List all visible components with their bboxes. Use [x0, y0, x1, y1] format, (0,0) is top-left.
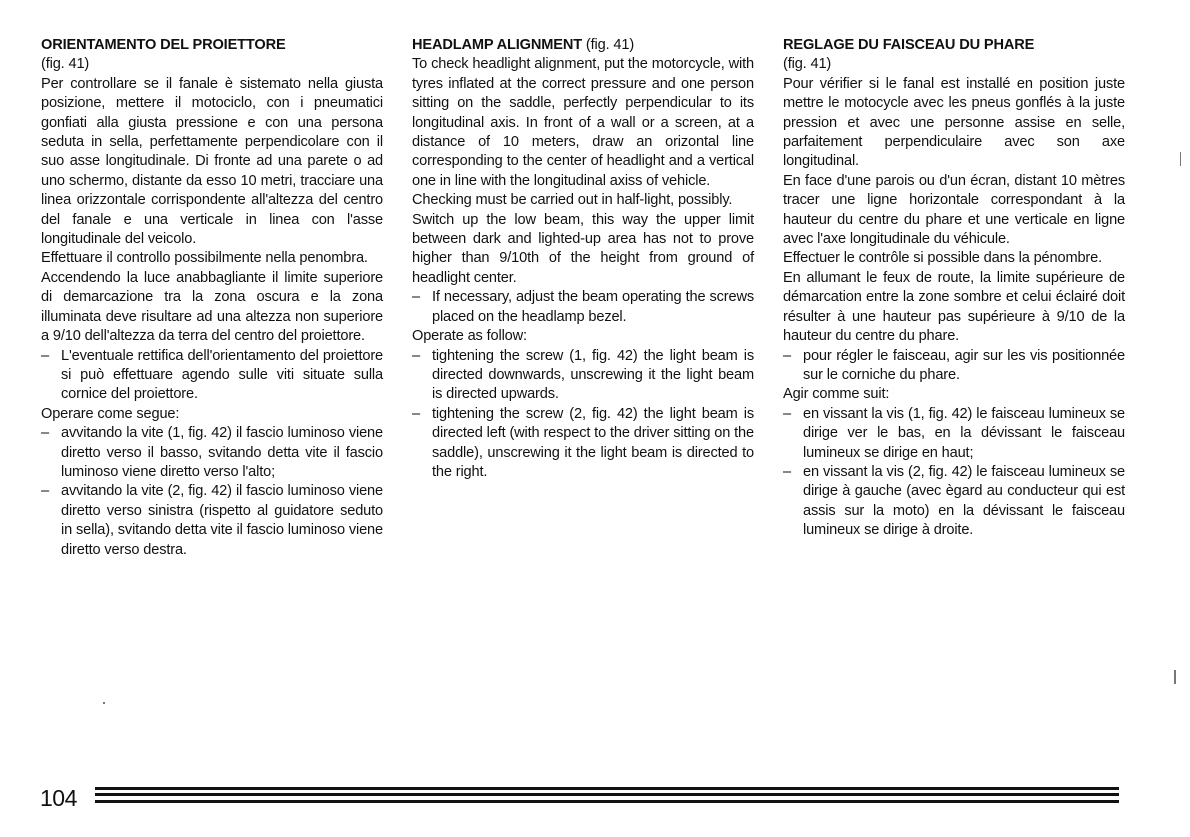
english-paragraph: To check headlight alignment, put the motorcycle, with tyres inflated at the correct pressure and one person sitting on the saddle, perfectly perpendicular to its longitudinal axis. In front of a wall or a screen, at a distance of 10 meters, draw an orizontal line corresponding to the center of headlight and a vertical one in line with the longitudinal axiss of vehicle.	[412, 56, 754, 189]
italian-fig-reference: (fig. 41)	[41, 56, 90, 73]
italian-column	[41, 36, 383, 560]
english-steps-list	[412, 347, 754, 483]
english-paragraph: Switch up the low beam, this way the upper limit between dark and lighted-up area has not to prove higher than 9/10th of the height from ground of headlight center.	[412, 211, 754, 286]
footer-rule	[95, 793, 1119, 796]
french-paragraph: Pour vérifier si le fanal est installé en position juste mettre le motocycle avec les pneus gonflés à la juste pression et avec une personne assise en selle, parfaitement perpendiculaire avec son axe longitudinal.	[783, 75, 1125, 170]
french-paragraph: En allumant le feux de route, la limite supérieure de démarcation entre la zone sombre et celui éclairé doit résulter à une hauteur pas supérieure à 9/10 de la hauteur du centre du phare.	[783, 269, 1125, 345]
italian-section-title	[41, 36, 383, 55]
scan-speck	[103, 702, 105, 704]
french-paragraph: Effectuer le contrôle si possible dans la pénombre.	[783, 250, 1103, 267]
english-operate-label: Operate as follow:	[412, 328, 527, 345]
italian-paragraph: Per controllare se il fanale è sistemato nella giusta posizione, mettere il motociclo, con i pneumatici gonfiati alla giusta pressione e con una persona seduta in sella, perfettamente perpendicolare con il suo asse longitudinale. Di fronte ad una parete o ad uno schermo, distante da esso 10 metri, tracciare una linea orizzontale corrispondente all'altezza del centro del fanale e una verticale in linea con l'asse longitudinale del veicolo.	[41, 75, 383, 248]
italian-step: – avvitando la vite (2, fig. 42) il fascio luminoso viene diretto verso sinistra (rispetto al guidatore seduto in sella), svitando detta vite il fascio luminoso viene diretto verso destra.	[41, 482, 383, 560]
french-bullet: – pour régler le faisceau, agir sur les vis positionnée sur le corniche du phare.	[783, 347, 1125, 386]
italian-step: – avvitando la vite (1, fig. 42) il fascio luminoso viene diretto verso il basso, svitando detta vite il fascio luminoso viene diretto verso l'alto;	[41, 424, 383, 482]
english-fig-reference: (fig. 41)	[585, 37, 635, 53]
italian-operate-label: Operare come segue:	[41, 405, 180, 422]
french-section-title	[783, 36, 1125, 55]
english-adjust-list	[412, 288, 754, 327]
french-operate-label: Agir comme suit:	[783, 386, 890, 403]
english-bullet: – If necessary, adjust the beam operating the screws placed on the headlamp bezel.	[412, 288, 754, 327]
french-column	[783, 36, 1125, 541]
italian-steps-list	[41, 424, 383, 560]
footer-rule	[95, 800, 1119, 803]
italian-title: ORIENTAMENTO DEL PROIETTORE	[41, 37, 286, 53]
french-fig-reference: (fig. 41)	[783, 56, 832, 73]
footer-rule	[95, 787, 1119, 790]
english-step: – tightening the screw (2, fig. 42) the light beam is directed left (with respect to the driver sitting on the saddle), unscrewing it the light beam is directed to the right.	[412, 405, 754, 483]
italian-bullet: – L'eventuale rettifica dell'orientamento del proiettore si può effettuare agendo sulle viti situate sulla cornice del proiettore.	[41, 347, 383, 405]
french-steps-list	[783, 405, 1125, 541]
english-column	[412, 36, 754, 482]
italian-paragraph: Accendendo la luce anabbagliante il limite superiore di demarcazione tra la zona oscura e la zona illuminata deve risultare ad una altezza non superiore a 9/10 dell'altezza da terra del centro del proiettore.	[41, 269, 383, 345]
scan-speck	[1180, 152, 1181, 166]
french-title: REGLAGE DU FAISCEAU DU PHARE	[783, 37, 1035, 53]
page-number: 104	[40, 785, 77, 811]
scan-speck	[1174, 670, 1176, 684]
french-step: – en vissant la vis (2, fig. 42) le faisceau lumineux se dirige à gauche (avec ègard au conducteur qui est assis sur la moto) en la dévissant le faisceau lumineux se dirige à droite.	[783, 463, 1125, 541]
french-paragraph: En face d'une parois ou d'un écran, distant 10 mètres tracer une ligne horizontale correspondant à la hauteur du centre du phare et une verticale en ligne avec l'axe longitudinale du véhicule.	[783, 172, 1125, 248]
english-paragraph: Checking must be carried out in half-light, possibly.	[412, 192, 733, 209]
english-title: HEADLAMP ALIGNMENT	[412, 37, 582, 53]
french-step: – en vissant la vis (1, fig. 42) le faisceau lumineux se dirige ver le bas, en la dévissant le faisceau lumineux se dirige en haut;	[783, 405, 1125, 463]
english-section-title	[412, 36, 754, 55]
french-adjust-list	[783, 347, 1125, 386]
italian-paragraph: Effettuare il controllo possibilmente nella penombra.	[41, 250, 368, 267]
italian-adjust-list	[41, 347, 383, 405]
english-step: – tightening the screw (1, fig. 42) the light beam is directed downwards, unscrewing it the light beam is directed upwards.	[412, 347, 754, 405]
